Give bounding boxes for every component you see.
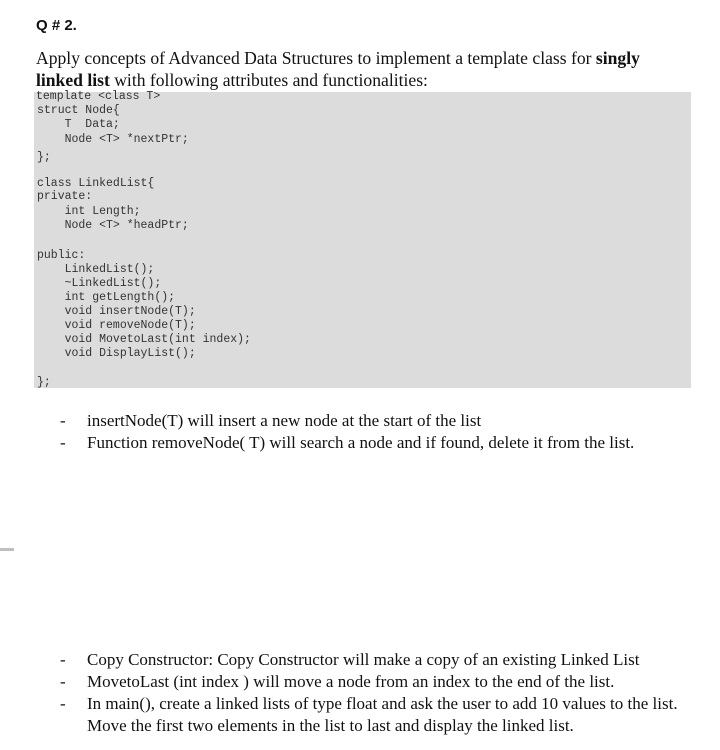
code-line-private: private: bbox=[37, 190, 93, 203]
requirements-list-top bbox=[60, 410, 700, 454]
bullet-dash: - bbox=[60, 694, 66, 713]
code-line-class-linkedlist: class LinkedList{ bbox=[37, 177, 155, 190]
bullet-text: insertNode(T) will insert a new node at the start of the list bbox=[87, 411, 482, 430]
intro-bold-linked-list: linked list bbox=[36, 70, 110, 90]
code-line-constructor: LinkedList(); bbox=[37, 263, 155, 276]
code-line-insertnode: void insertNode(T); bbox=[37, 305, 196, 318]
list-item bbox=[60, 693, 700, 737]
code-line-nextptr: Node <T> *nextPtr; bbox=[37, 133, 189, 146]
bullet-dash: - bbox=[60, 672, 66, 691]
intro-paragraph bbox=[36, 47, 701, 91]
intro-rest: with following attributes and functionalities: bbox=[109, 70, 428, 90]
code-line-getlength: int getLength(); bbox=[37, 291, 176, 304]
code-line-length: int Length; bbox=[37, 205, 141, 218]
question-number: Q # 2. bbox=[36, 17, 77, 34]
requirements-list-bottom bbox=[60, 649, 700, 737]
bullet-text: Copy Constructor: Copy Constructor will make a copy of an existing Linked List bbox=[87, 650, 640, 669]
bullet-dash: - bbox=[60, 650, 66, 669]
bullet-text: MovetoLast (int index ) will move a node from an index to the end of the list. bbox=[87, 672, 615, 691]
code-line-headptr: Node <T> *headPtr; bbox=[37, 219, 189, 232]
code-line-public: public: bbox=[37, 249, 86, 262]
bullet-dash: - bbox=[60, 433, 66, 452]
code-line-template: template <class T> bbox=[36, 90, 161, 103]
code-line-struct-end: }; bbox=[37, 151, 51, 164]
bullet-text: Function removeNode( T) will search a node and if found, delete it from the list. bbox=[87, 433, 635, 452]
code-line-movetolast: void MovetoLast(int index); bbox=[37, 333, 251, 346]
list-item bbox=[60, 432, 700, 454]
list-item bbox=[60, 671, 700, 693]
scan-mark bbox=[0, 548, 14, 551]
code-line-destructor: ~LinkedList(); bbox=[37, 277, 162, 290]
bullet-dash: - bbox=[60, 411, 66, 430]
list-item bbox=[60, 649, 700, 671]
code-line-data: T Data; bbox=[37, 118, 120, 131]
intro-bold-singly: singly bbox=[595, 48, 640, 68]
list-item bbox=[60, 410, 700, 432]
code-line-class-end: }; bbox=[37, 376, 51, 389]
code-line-struct-node: struct Node{ bbox=[37, 104, 120, 117]
bullet-text: In main(), create a linked lists of type float and ask the user to add 10 values to the list. Move the first two elements in the list to last and display the linked list. bbox=[87, 694, 678, 735]
code-line-displaylist: void DisplayList(); bbox=[37, 347, 196, 360]
code-line-removenode: void removeNode(T); bbox=[37, 319, 196, 332]
intro-text: Apply concepts of Advanced Data Structures to implement a template class for bbox=[36, 48, 596, 68]
